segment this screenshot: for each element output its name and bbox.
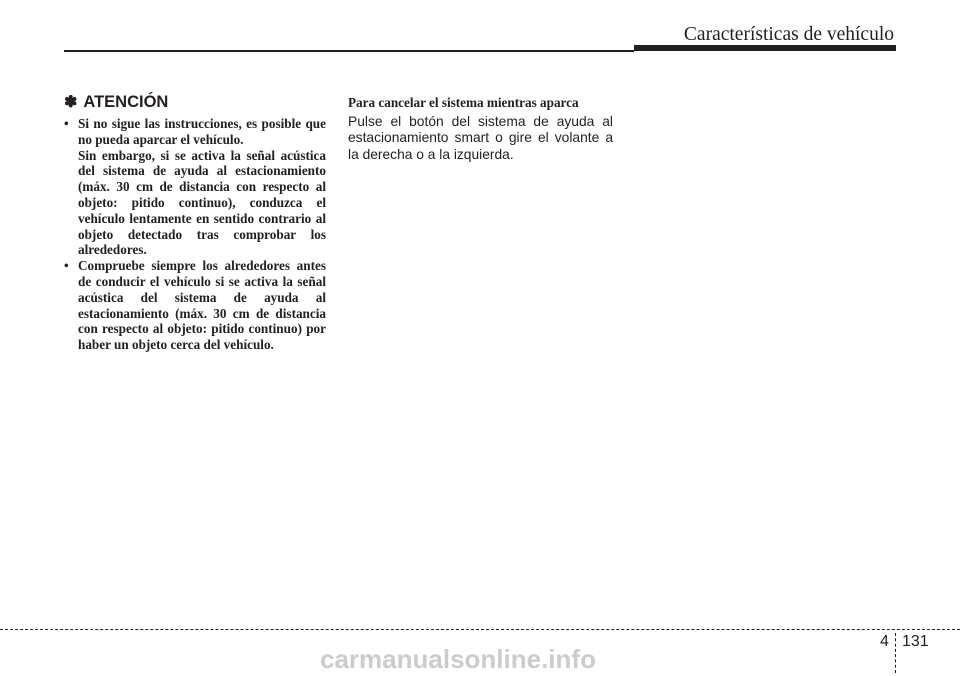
- caution-item-2: [64, 258, 326, 353]
- header-rule: [64, 50, 634, 52]
- cancel-body: Pulse el botón del sistema de ayuda al estacionamiento smart o gire el volante a la derecha o a la izquierda.: [348, 114, 613, 162]
- header-bar: [634, 45, 896, 51]
- chapter-number: 4: [880, 633, 889, 650]
- page-header-title: Características de vehículo: [683, 24, 894, 45]
- caution-list: [64, 116, 326, 353]
- watermark-text: carmanualsonline.info: [320, 644, 596, 674]
- caution-asterisk-icon: ✽: [64, 94, 78, 111]
- caution-section: [64, 92, 326, 353]
- cancel-heading: Para cancelar el sistema mientras aparca: [348, 95, 579, 110]
- caution-item-1: [64, 116, 326, 258]
- caution-heading: [64, 92, 326, 113]
- caution-item-1-line-2: Sin embargo, si se activa la señal acústica del sistema de ayuda al estacionamiento (máx. 30 cm de distancia con respecto al objeto: pitido continuo), conduzca el vehículo lentamente en sentido contrario al objeto detectado tras comprobar los alrededores.: [78, 147, 326, 258]
- cancel-section: [348, 94, 613, 163]
- caution-item-1-line-1: Si no sigue las instrucciones, es posible que no pueda aparcar el vehículo.: [78, 116, 326, 147]
- bullet-icon: •: [64, 116, 69, 131]
- footer-divider: [895, 633, 896, 673]
- caution-heading-text: ATENCIÓN: [83, 93, 169, 111]
- page-number: 131: [902, 633, 929, 650]
- bullet-icon: •: [64, 258, 69, 274]
- footer-rule: [0, 629, 960, 630]
- caution-item-2-line-1: Compruebe siempre los alrededores antes de conducir el vehículo si se activa la señal acústica del sistema de ayuda al estacionamiento (máx. 30 cm de distancia con respecto al objeto: pitido continuo) por haber un objeto cerca del vehículo.: [78, 258, 326, 353]
